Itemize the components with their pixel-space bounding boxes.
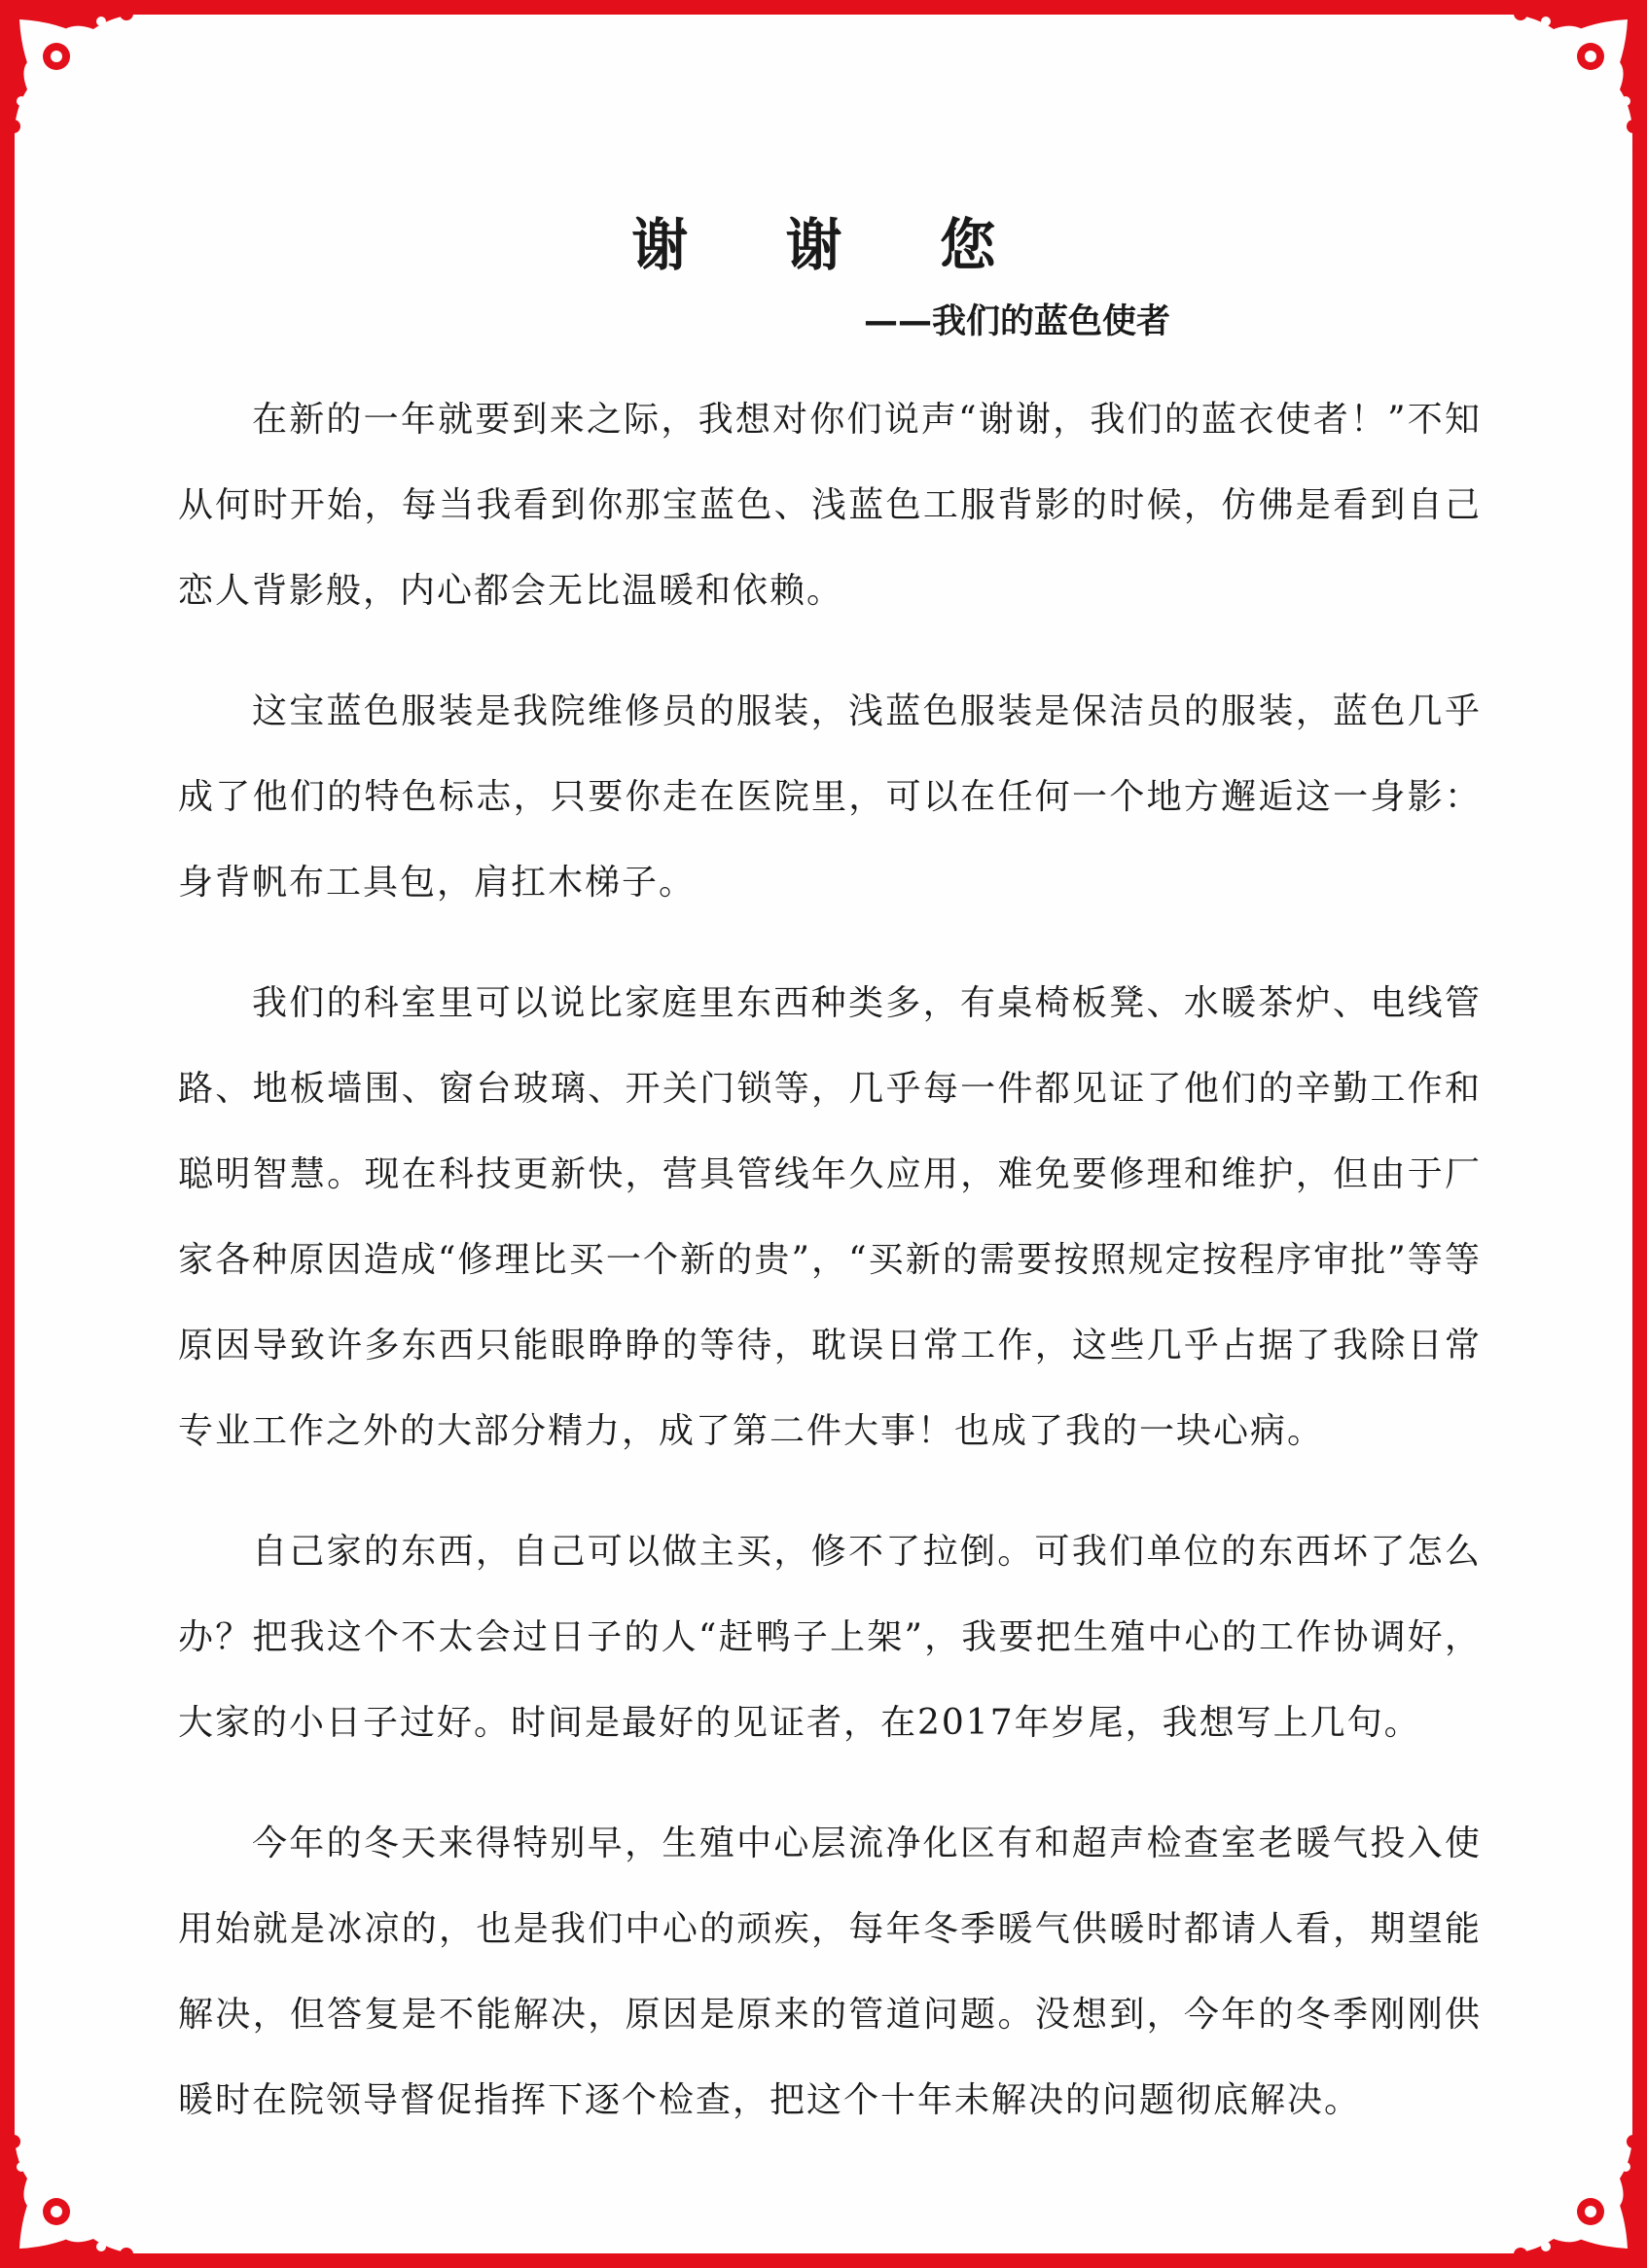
corner-ornament-top-left-icon bbox=[0, 0, 156, 156]
paragraph: 我们的科室里可以说比家庭里东西种类多，有桌椅板凳、水暖茶炉、电线管路、地板墙围、窗台玻璃、开关门锁等，几乎每一件都见证了他们的辛勤工作和聪明智慧。现在科技更新快，营具管线年久应用，难免要修理和维护，但由于厂家各种原因造成“修理比买一个新的贵”，“买新的需要按照规定按程序审批”等等原因导致许多东西只能眼睁睁的等待，耽误日常工作，这些几乎占据了我除日常专业工作之外的大部分精力，成了第二件大事！也成了我的一块心病。 bbox=[178, 983, 1482, 1451]
paragraph: 今年的冬天来得特别早，生殖中心层流净化区有和超声检查室老暖气投入使用始就是冰凉的，也是我们中心的顽疾，每年冬季暖气供暖时都请人看，期望能解决，但答复是不能解决，原因是原来的管道问题。没想到，今年的冬季刚刚供暖时在院领导督促指挥下逐个检查，把这个十年未解决的问题彻底解决。 bbox=[178, 1824, 1482, 2120]
paragraph: 这宝蓝色服装是我院维修员的服装，浅蓝色服装是保洁员的服装，蓝色几乎成了他们的特色标志，只要你走在医院里，可以在任何一个地方邂逅这一身影：身背帆布工具包，肩扛木梯子。 bbox=[178, 691, 1482, 903]
paragraph: 在新的一年就要到来之际，我想对你们说声“谢谢，我们的蓝衣使者！”不知从何时开始，每当我看到你那宝蓝色、浅蓝色工服背影的时候，仿佛是看到自己恋人背影般，内心都会无比温暖和依赖。 bbox=[178, 400, 1482, 611]
paragraph: 自己家的东西，自己可以做主买，修不了拉倒。可我们单位的东西坏了怎么办？把我这个不太会过日子的人“赶鸭子上架”，我要把生殖中心的工作协调好，大家的小日子过好。时间是最好的见证者，在2017年岁尾，我想写上几句。 bbox=[178, 1532, 1482, 1743]
corner-ornament-top-right-icon bbox=[1491, 0, 1647, 156]
corner-ornament-bottom-left-icon bbox=[0, 2112, 156, 2268]
page-title: 谢 谢 您 bbox=[631, 212, 1035, 278]
document-body bbox=[178, 377, 1482, 2179]
page-subtitle: ——我们的蓝色使者 bbox=[864, 302, 1171, 341]
corner-ornament-bottom-right-icon bbox=[1491, 2112, 1647, 2268]
